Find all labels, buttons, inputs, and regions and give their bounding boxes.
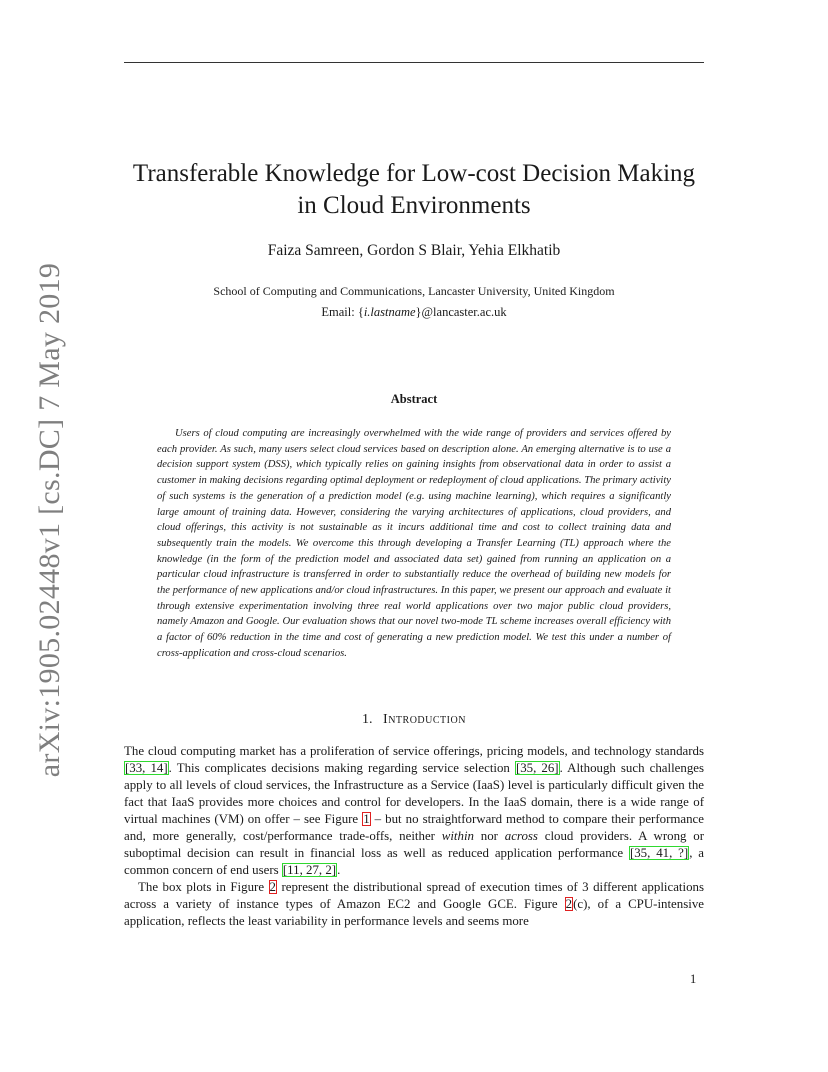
figure-ref-link[interactable]: 2 <box>565 897 573 911</box>
text-span: The box plots in Figure <box>138 880 269 894</box>
text-span: . This complicates decisions making regarding service selection <box>168 761 515 775</box>
paragraph-2 <box>124 879 704 930</box>
abstract-body: Users of cloud computing are increasingly overwhelmed with the wide range of providers and services offered by each provider. As such, many users select cloud services based on description alone. An emerging alternative is to use a decision support system (DSS), which typically relies on gaining insights from observational data in order to assist a customer in making decisions regarding optimal deployment or redeployment of cloud applications. The primary activity of such systems is the generation of a prediction model (e.g. using machine learning), which requires a significantly large amount of training data. However, considering the varying architectures of applications, cloud providers, and cloud offerings, this activity is not sustainable as it incurs additional time and cost to collect training data and subsequently train the models. We overcome this through developing a Transfer Learning (TL) approach where the knowledge (in the form of the prediction model and associated data set) gained from running an application on a particular cloud infrastructure is transferred in order to substantially reduce the overhead of building new models for the performance of new applications and/or cloud infrastructures. In this paper, we present our approach and evaluate it through extensive experimentation involving three real world applications over two major public cloud providers, namely Amazon and Google. Our evaluation shows that our novel two-mode TL scheme increases overall efficiency with a factor of 60% reduction in the time and cost of generating a new prediction model. We test this under a number of cross-application and cross-cloud scenarios. <box>157 428 671 659</box>
citation-link[interactable]: [33, 14] <box>125 761 168 775</box>
contact-email: Email: {i.lastname}@lancaster.ac.uk <box>321 305 507 319</box>
abstract-heading: Abstract <box>390 392 438 406</box>
paragraph-1 <box>124 743 704 879</box>
citation-link[interactable]: [35, 41, ?] <box>629 846 689 860</box>
section-heading <box>124 712 704 728</box>
text-span: – but no straightforward method to compare their performance and, more generally, cost/performance trade-offs, neither <box>124 812 704 843</box>
page-number: 1 <box>690 972 697 986</box>
text-span: The cloud computing market has a proliferation of service offerings, pricing models, and technology standards <box>124 744 704 758</box>
affiliation: School of Computing and Communications, Lancaster University, United Kingdom <box>213 284 615 298</box>
author-list: Faiza Samreen, Gordon S Blair, Yehia Elkhatib <box>267 242 561 259</box>
email-domain: @lancaster.ac.uk <box>421 305 507 319</box>
section-number: 1. <box>362 712 373 727</box>
text-span: . Although such challenges apply to all levels of cloud services, the Infrastructure as a Service (IaaS) level is particularly difficult given the fact that IaaS provides more choices and control for developers. In the IaaS domain, there is a wide range of virtual machines (VM) on offer – see Figure <box>124 761 705 826</box>
text-span: nor <box>473 829 505 843</box>
email-user: i.lastname <box>363 305 416 319</box>
arxiv-identifier: arXiv:1905.02448v1 [cs.DC] 7 May 2019 <box>33 262 66 778</box>
text-span: cloud providers. A wrong or suboptimal decision can result in financial loss as well as reduced application performance <box>124 829 704 860</box>
paper-title <box>124 158 704 222</box>
title-line-1: Transferable Knowledge for Low-cost Decision Making <box>132 160 696 187</box>
emphasis: within <box>441 829 474 843</box>
citation-link[interactable]: [11, 27, 2] <box>282 863 337 877</box>
title-line-2: in Cloud Environments <box>297 192 531 219</box>
figure-ref-link[interactable]: 2 <box>269 880 276 894</box>
figure-ref-link[interactable]: 1 <box>363 812 370 826</box>
email-prefix: Email: <box>321 305 355 319</box>
text-span: . <box>337 863 341 877</box>
citation-link[interactable]: [35, 26] <box>515 761 559 775</box>
top-rule <box>124 62 704 63</box>
text-span: , a common concern of end users <box>124 846 704 877</box>
section-title: Introduction <box>383 712 466 727</box>
text-span: (c), of a CPU-intensive application, reflects the least variability in performance levels and seems more <box>124 897 704 928</box>
emphasis: across <box>504 829 538 843</box>
text-span: represent the distributional spread of execution times of 3 different applications across a variety of instance types of Amazon EC2 and Google GCE. Figure <box>124 880 704 911</box>
body-text <box>124 743 704 930</box>
